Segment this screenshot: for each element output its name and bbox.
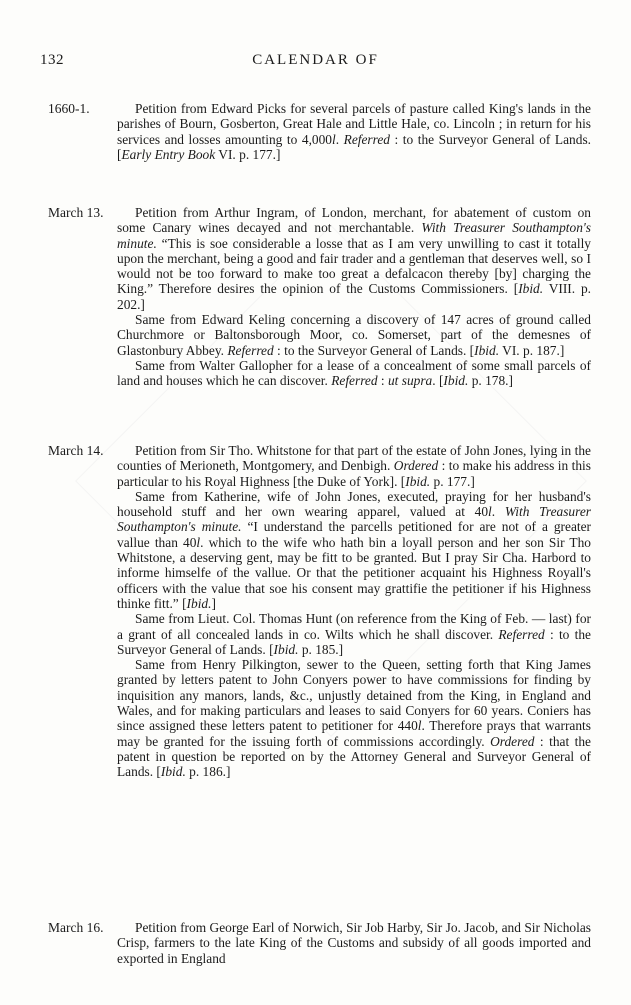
entry-date: March 14. <box>48 443 104 458</box>
text-run: Petition from George Earl of Norwich, Sir Job Harby, Sir Jo. Jacob, and Sir Nicholas Crisp, farmers to the late King of the Customs and subsidy of all goods imported and exported in England <box>117 920 591 966</box>
italic-run: With Treasurer Southampton's minute. <box>117 220 591 251</box>
italic-run: Ibid. <box>443 373 469 389</box>
italic-run: Ibid. <box>160 764 186 780</box>
italic-run: Early Entry Book <box>121 146 216 162</box>
entry-date: March 16. <box>48 920 104 935</box>
entry-date: March 13. <box>48 205 104 220</box>
italic-run: l <box>417 718 422 734</box>
text-run: p. 186.] <box>185 764 231 780</box>
text-run: : <box>377 373 388 389</box>
entry-body <box>117 443 591 780</box>
text-run: Petition from Edward Picks for several parcels of pasture called King's lands in the parishes of Bourn, Gosberton, Great Hale and Little Hale, co. Lincoln ; in return for his services and losses amounting to 4,000 <box>117 101 591 147</box>
entry-body <box>117 205 591 389</box>
italic-run: Referred <box>331 373 378 389</box>
entry-paragraph <box>117 205 591 312</box>
italic-run: Ibid. <box>474 342 500 358</box>
entry-body <box>117 101 591 162</box>
text-run: Same from Lieut. Col. Thomas Hunt (on reference from the King of Feb. — last) for a grant of all concealed lands in co. Wilts which he shall discover. <box>117 611 591 642</box>
italic-run: Referred <box>227 342 274 358</box>
entry-date: 1660-1. <box>48 101 90 116</box>
page-number: 132 <box>40 52 64 68</box>
text-run: VI. p. 187.] <box>499 342 565 358</box>
text-run: . Therefore prays that warrants may be granted for the issuing forth of commissions accordingly. <box>117 718 591 749</box>
text-run: Same from Edward Keling concerning a discovery of 147 acres of ground called Churchmore or Baltonsborough Moor, co. Somerset, part of the demesnes of Glastonbury Abbey. <box>117 312 591 358</box>
entry-paragraph <box>117 312 591 358</box>
italic-run: With Treasurer Southampton's minute. <box>117 504 591 535</box>
entry-body <box>117 920 591 966</box>
text-run: : to the Surveyor General of Lands. [ <box>117 131 592 162</box>
italic-run: l <box>196 534 201 550</box>
text-run: Petition from Sir Tho. Whitstone for that part of the estate of John Jones, lying in the counties of Merioneth, Montgomery, and Denbigh. <box>117 443 591 474</box>
text-run: : to the Surveyor General of Lands. [ <box>273 342 475 358</box>
text-run: VI. p. 177.] <box>215 146 281 162</box>
text-run: Same from Katherine, wife of John Jones, executed, praying for her husband's household stuff and her own wearing apparel, valued at 40 <box>117 488 591 520</box>
text-run: “This is soe considerable a losse that as I am very unwilling to cast it totally upon the merchant, being a good and fair trader and a gentleman that deserves well, so I would not be too forward to make too great a defalcacon thereby [by] charging the King.” Therefore desires the opinion of the Customs Commissioners. [ <box>117 235 591 297</box>
text-run: ] <box>211 595 216 611</box>
italic-run: Ibid. <box>405 473 431 489</box>
italic-run: Ordered <box>490 733 535 749</box>
text-run: . which to the wife who hath bin a loyall person and her son Sir Tho Whitstone, a deserving gent, may be fitt to be granted. But I pray Sir Cha. Harbord to informe himselfe of the vallue. Or that the petitioner acquaint his Highness Royall's officers with the value that soe his consent may grattifie the petitioner if his Highness thinke fitt.” [ <box>117 534 592 611</box>
italic-run: Ibid. <box>518 281 544 297</box>
text-run: . <box>491 504 505 520</box>
text-run: p. 178.] <box>468 373 513 389</box>
italic-run: ut supra <box>387 373 433 389</box>
text-run: : to make his address in this particular to his Royal Highness [the Duke of York]. [ <box>117 458 591 489</box>
text-run: . [ <box>432 373 444 389</box>
text-run: p. 177.] <box>430 473 475 489</box>
text-run: . <box>335 131 344 147</box>
page-header <box>0 52 631 74</box>
entry-paragraph <box>117 920 591 966</box>
italic-run: l <box>488 504 492 520</box>
italic-run: Referred <box>343 131 390 147</box>
italic-run: Ibid. <box>273 641 299 657</box>
text-run: Same from Henry Pilkington, sewer to the Queen, setting forth that King James granted by letters patent to John Conyers power to have commissions for finding by inquisition any manors, lands, &c., unjustly detained from the King, in England and Wales, and for making particulars and leases to said Conyers for 60 years. Coniers has since assigned these letters patent to petitioner for 440 <box>117 657 591 734</box>
italic-run: Referred <box>498 626 545 642</box>
text-run: “I understand the parcells petitioned for are not of a greater vallue than 40 <box>117 519 592 550</box>
text-run: VIII. p. 202.] <box>117 281 591 312</box>
text-run: p. 185.] <box>298 641 344 657</box>
entry-paragraph <box>117 443 591 489</box>
italic-run: Ibid. <box>186 595 212 611</box>
entry-paragraph <box>117 657 591 779</box>
entry-paragraph <box>117 358 591 389</box>
text-run: : to the Surveyor General of Lands. [ <box>117 626 591 657</box>
italic-run: Ordered <box>393 458 439 474</box>
entry-paragraph <box>117 101 591 162</box>
text-run: Same from Walter Gallopher for a lease of a concealment of some small parcels of land and houses which he can discover. <box>117 357 591 389</box>
text-run: : that the patent in question be reported on by the Attorney General and Surveyor General of Lands. [ <box>117 733 592 780</box>
italic-run: l <box>332 131 336 147</box>
text-run: Petition from Arthur Ingram, of London, merchant, for abatement of custom on some Canary wines decayed and not merchantable. <box>117 205 591 236</box>
entry-paragraph <box>117 489 591 611</box>
entry-paragraph <box>117 611 591 657</box>
running-head: CALENDAR OF <box>252 52 379 68</box>
